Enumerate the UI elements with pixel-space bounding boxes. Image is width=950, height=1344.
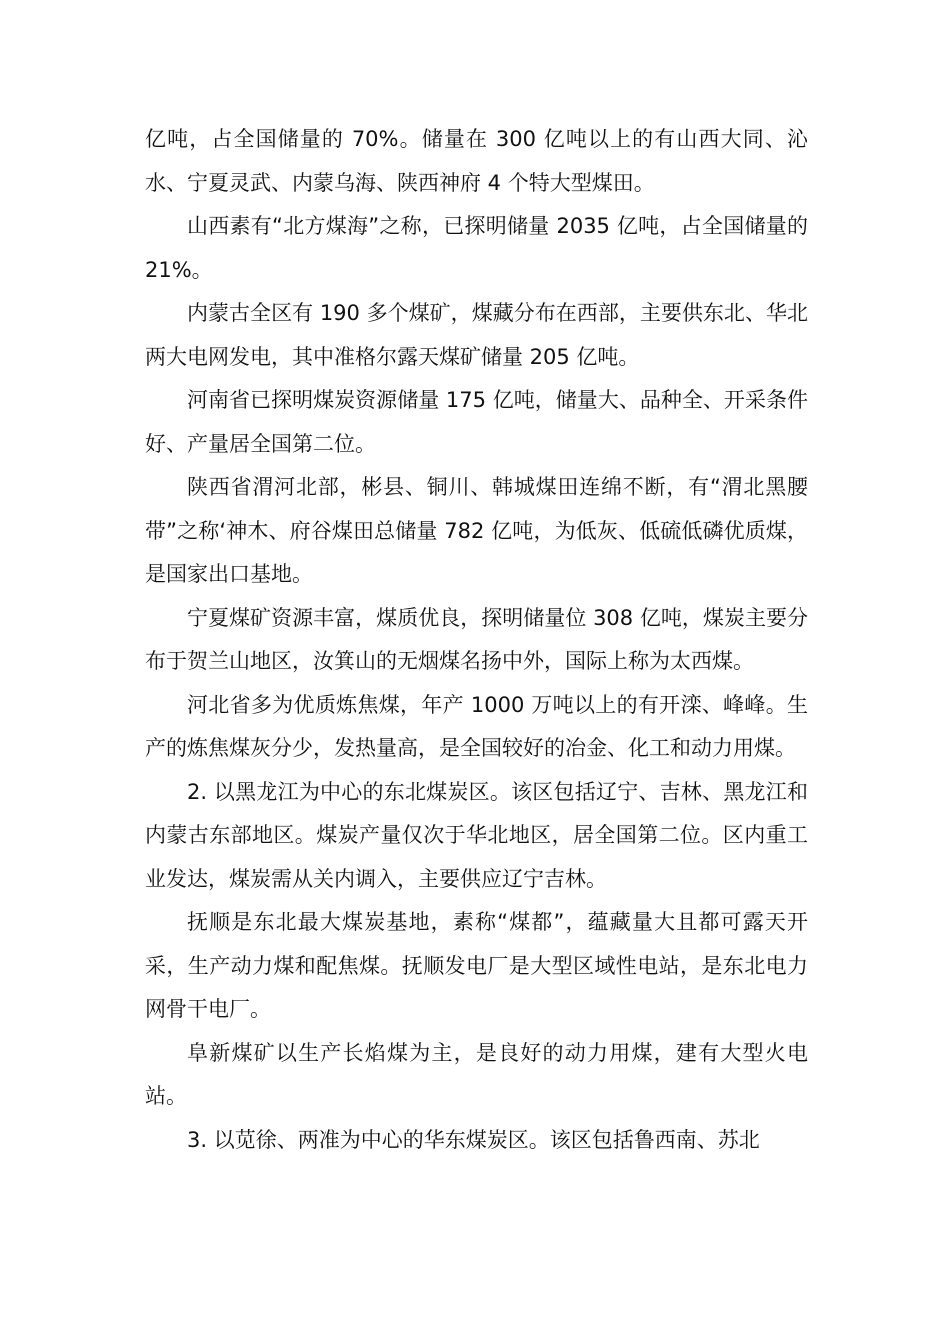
- paragraph-inner-mongolia: 内蒙古全区有 190 多个煤矿，煤藏分布在西部，主要供东北、华北两大电网发电，其中准格尔露天煤矿储量 205 亿吨。: [145, 301, 808, 369]
- paragraph-henan: 河南省已探明煤炭资源储量 175 亿吨，储量大、品种全、开采条件好、产量居全国第二位。: [145, 388, 808, 456]
- paragraph-shanxi: 山西素有“北方煤海”之称，已探明储量 2035 亿吨，占全国储量的 21%。: [145, 214, 808, 282]
- document-body: [145, 118, 808, 1162]
- paragraph-northeast-region: 2. 以黑龙江为中心的东北煤炭区。该区包括辽宁、吉林、黑龙江和内蒙古东部地区。煤炭产量仅次于华北地区，居全国第二位。区内重工业发达，煤炭需从关内调入，主要供应辽宁吉林。: [145, 779, 808, 891]
- paragraph-shaanxi: 陕西省渭河北部，彬县、铜川、韩城煤田连绵不断，有“渭北黑腰带”之称‘神木、府谷煤田总储量 782 亿吨，为低灰、低硫低磷优质煤，是国家出口基地。: [145, 475, 808, 586]
- paragraph-fushun: 抚顺是东北最大煤炭基地，素称“煤都”，蕴藏量大且都可露天开采，生产动力煤和配焦煤。抚顺发电厂是大型区域性电站，是东北电力网骨干电厂。: [145, 910, 808, 1021]
- paragraph-east-china-region: 3. 以苋徐、两准为中心的华东煤炭区。该区包括鲁西南、苏北: [187, 1127, 760, 1152]
- paragraph-hebei: 河北省多为优质炼焦煤，年产 1000 万吨以上的有开滦、峰峰。生产的炼焦煤灰分少，发热量高，是全国较好的冶金、化工和动力用煤。: [145, 692, 808, 760]
- paragraph-fuxin: 阜新煤矿以生产长焰煤为主，是良好的动力用煤，建有大型火电站。: [145, 1040, 808, 1108]
- paragraph-ningxia: 宁夏煤矿资源丰富，煤质优良，探明储量位 308 亿吨，煤炭主要分布于贺兰山地区，汝箕山的无烟煤名扬中外，国际上称为太西煤。: [145, 605, 808, 673]
- paragraph-continuation: 亿吨，占全国储量的 70%。储量在 300 亿吨以上的有山西大同、沁水、宁夏灵武、内蒙乌海、陕西神府 4 个特大型煤田。: [145, 127, 808, 195]
